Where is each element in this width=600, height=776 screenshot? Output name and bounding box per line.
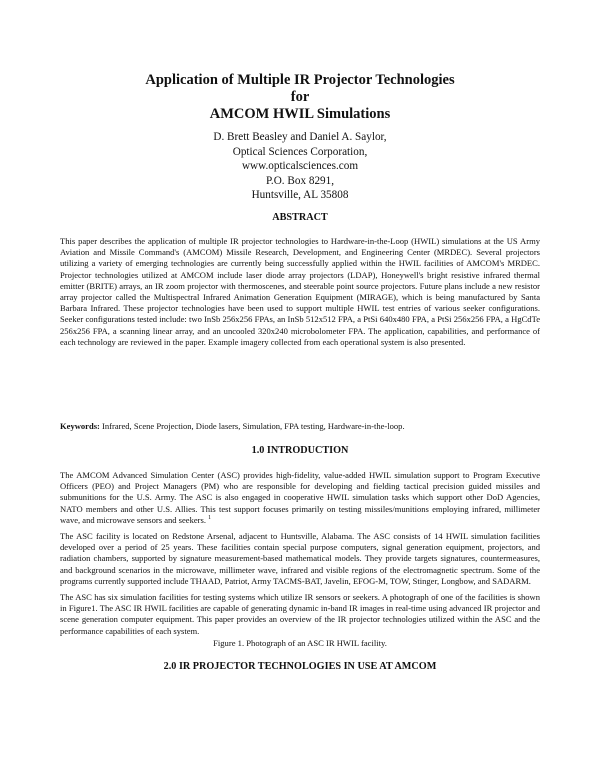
abstract-heading: ABSTRACT (272, 212, 328, 223)
reference-marker: 1 (208, 514, 212, 521)
intro-paragraph-3: The ASC has six simulation facilities for testing systems which utilize IR sensors or seekers. A photograph of one of the facilities is shown in Figure1. The ASC IR HWIL facilities are capable of generating dynamic in-band IR images in real-time using advanced IR projector and scene generation computer equipment. This paper provides an overview of the IR projector technologies utilized within the ASC and the performance capabilities of each system. (60, 592, 540, 636)
author-names: D. Brett Beasley and Daniel A. Saylor, (213, 131, 387, 143)
author-city: Huntsville, AL 35808 (251, 189, 349, 202)
intro-heading: 1.0 INTRODUCTION (251, 445, 349, 456)
author-organization: Optical Sciences Corporation, (232, 145, 368, 158)
intro-paragraph-2: The ASC facility is located on Redstone Arsenal, adjacent to Huntsville, Alabama. The ASC consists of 14 HWIL simulation facilities developed over a period of 25 years. These facilities contain special purpose computers, signal generation equipment, projectors, and radiation chambers, supported by signature measurement-based mathematical models. They provide targets signatures, countermeasures, and background scenarios in the microwave, millimeter wave, infrared and visible regions of the electromagnetic spectrum. Some of the programs currently supported include THAAD, Patriot, Army TACMS-BAT, Javelin, EFOG-M, TOW, Stinger, Longbow, and SADARM. (60, 531, 540, 586)
abstract-text: This paper describes the application of multiple IR projector technologies to Hardware-in-the-Loop (HWIL) simulations at the US Army Aviation and Missile Command's (AMCOM) Missile Research, Development, and Engineering Center (MRDEC). Several projectors utilizing a variety of emerging technologies are currently being successfully applied within the HWIL facilities of AMCOM's MRDEC. Projector technologies utilized at AMCOM include laser diode array projectors (LDAP), Honeywell's bright resistive infrared thermal emitter (BRITE) arrays, an IR zoom projector with thermoscenes, and steerable point source projectors. Future plans include a new resistor array projector called the Multispectral Infrared Animation Generation Equipment (MIRAGE), which is being manufactured by Santa Barbara Infrared. These projector technologies have been used to support multiple HWIL test entries of various seeker configurations. Seeker configurations tested include: two InSb 256x256 FPAs, an InSb 512x512 FPA, a PtSi 640x480 FPA, a PtSi 256x256 FPA, a HgCdTe 256x256 FPA, a scanning linear array, and an uncooled 320x240 microbolometer FPA. The application, capabilities, and performance of each technology are reviewed in the paper. Example imagery collected from each operational system is also presented. (60, 236, 540, 347)
title-line-2: for (290, 89, 310, 105)
author-block (60, 130, 540, 203)
figure-caption: Figure 1. Photograph of an ASC IR HWIL facility. (213, 638, 387, 648)
keywords-line (60, 421, 540, 432)
intro-paragraph-1-text: The AMCOM Advanced Simulation Center (ASC) provides high-fidelity, value-added HWIL simulation support to Program Executive Officers (PEO) and Project Managers (PM) who are responsible for developing and fielding tactical precision guided missiles and submunitions for the U.S. Army. The ASC is also engaged in cooperative HWIL simulation tasks which support other DoD Agencies, NATO members and other U.S. Allies. This test support focuses primarily on testing missiles/munitions employing infrared, millimeter wave, and microwave sensors and seekers. (60, 470, 540, 525)
keywords-text: Infrared, Scene Projection, Diode lasers, Simulation, FPA testing, Hardware-in-the-loop. (99, 421, 405, 431)
title-line-1: Application of Multiple IR Projector Technologies (145, 72, 455, 88)
intro-paragraph-1 (60, 470, 540, 526)
paper-title (60, 72, 540, 123)
author-po-box: P.O. Box 8291, (265, 174, 335, 187)
keywords-label: Keywords: (60, 421, 100, 431)
section-2-heading: 2.0 IR PROJECTOR TECHNOLOGIES IN USE AT AMCOM (163, 661, 437, 672)
title-line-3: AMCOM HWIL Simulations (209, 106, 391, 122)
author-website: www.opticalsciences.com (241, 160, 359, 173)
